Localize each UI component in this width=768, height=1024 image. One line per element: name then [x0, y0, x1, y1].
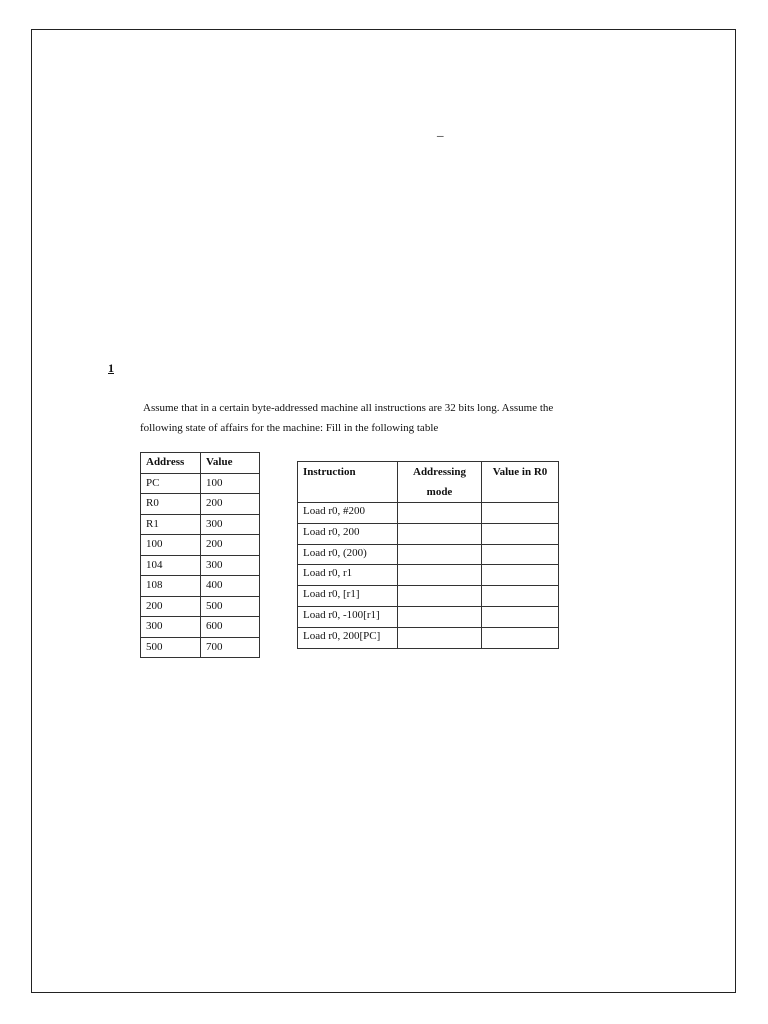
table-header-row	[298, 462, 559, 503]
table-row	[298, 606, 559, 627]
value-in-r0-cell[interactable]	[482, 503, 559, 524]
address-cell: 104	[141, 555, 201, 576]
address-cell: 500	[141, 637, 201, 658]
question-number: 1	[108, 361, 114, 375]
header-address: Address	[141, 453, 201, 474]
table-row	[141, 637, 260, 658]
value-cell: 500	[201, 596, 260, 617]
table-row	[141, 514, 260, 535]
value-cell: 300	[201, 555, 260, 576]
address-cell: R1	[141, 514, 201, 535]
paragraph-line-1: Assume that in a certain byte-addressed machine all instructions are 32 bits long. Assume the	[143, 402, 554, 414]
instruction-cell: Load r0, [r1]	[298, 586, 398, 607]
table-row	[141, 555, 260, 576]
addressing-mode-cell[interactable]	[398, 586, 482, 607]
value-in-r0-cell[interactable]	[482, 606, 559, 627]
value-in-r0-cell[interactable]	[482, 544, 559, 565]
value-in-r0-cell[interactable]	[482, 565, 559, 586]
header-value: Value	[201, 453, 260, 474]
addressing-mode-cell[interactable]	[398, 627, 482, 648]
table-row	[141, 473, 260, 494]
instruction-cell: Load r0, 200[PC]	[298, 627, 398, 648]
instruction-cell: Load r0, r1	[298, 565, 398, 586]
table-row	[141, 494, 260, 515]
addressing-mode-cell[interactable]	[398, 606, 482, 627]
machine-state-table	[140, 452, 260, 658]
table-row	[141, 596, 260, 617]
address-cell: 108	[141, 576, 201, 597]
instruction-cell: Load r0, 200	[298, 523, 398, 544]
address-cell: R0	[141, 494, 201, 515]
value-cell: 400	[201, 576, 260, 597]
addressing-mode-cell[interactable]	[398, 503, 482, 524]
value-in-r0-cell[interactable]	[482, 627, 559, 648]
addressing-mode-cell[interactable]	[398, 544, 482, 565]
addressing-mode-cell[interactable]	[398, 565, 482, 586]
table-row	[298, 544, 559, 565]
address-cell: 200	[141, 596, 201, 617]
top-mark: _	[437, 123, 444, 138]
value-in-r0-cell[interactable]	[482, 523, 559, 544]
table-row	[298, 523, 559, 544]
question-paragraph	[140, 398, 590, 438]
table-row	[141, 617, 260, 638]
address-cell: PC	[141, 473, 201, 494]
addressing-mode-cell[interactable]	[398, 523, 482, 544]
table-row	[298, 586, 559, 607]
instruction-cell: Load r0, #200	[298, 503, 398, 524]
address-cell: 100	[141, 535, 201, 556]
header-addressing-mode: Addressing mode	[398, 462, 482, 503]
paragraph-line-2: following state of affairs for the machine: Fill in the following table	[140, 422, 439, 434]
value-cell: 700	[201, 637, 260, 658]
instruction-table	[297, 461, 559, 649]
value-cell: 600	[201, 617, 260, 638]
table-row	[141, 535, 260, 556]
value-cell: 300	[201, 514, 260, 535]
table-header-row	[141, 453, 260, 474]
instruction-cell: Load r0, (200)	[298, 544, 398, 565]
table-row	[298, 627, 559, 648]
header-value-in-r0: Value in R0	[482, 462, 559, 503]
instruction-cell: Load r0, -100[r1]	[298, 606, 398, 627]
header-instruction: Instruction	[298, 462, 398, 503]
value-cell: 200	[201, 494, 260, 515]
value-in-r0-cell[interactable]	[482, 586, 559, 607]
value-cell: 200	[201, 535, 260, 556]
table-row	[298, 503, 559, 524]
address-cell: 300	[141, 617, 201, 638]
table-row	[141, 576, 260, 597]
table-row	[298, 565, 559, 586]
value-cell: 100	[201, 473, 260, 494]
